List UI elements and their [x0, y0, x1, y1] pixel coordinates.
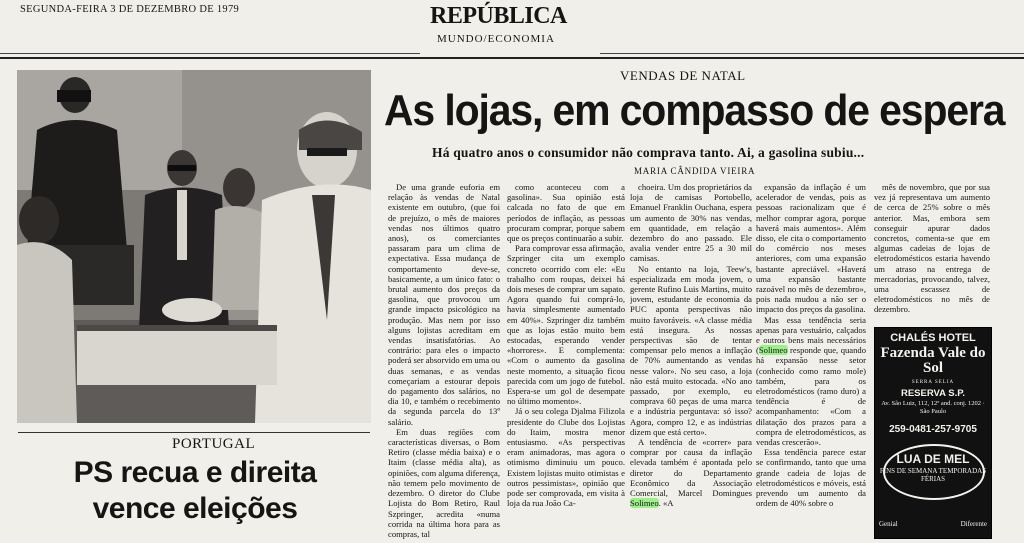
paragraph: A tendência de «correr» para comprar por causa da inflação elevada também é apontada pelo diretor do Departamento Econômico da Associação Comercial, Marcel Domingues Solimeo. «A [630, 437, 752, 509]
portugal-headline [20, 455, 370, 527]
header-rule-left [0, 53, 420, 54]
paragraph: choeira. Um dos proprietários da loja de camisas Portobello, Emanuel Franklin Ouchana, espera um aumento de 30% nas vendas, em quantidade, em relação a dezembro do ano passado. Ele avalia vender entre 25 a 30 mil camisas. [630, 182, 752, 264]
paragraph: Para comprovar essa afirmação, Szpringer cita um exemplo concreto ocorrido com ele: «Eu trabalho com roupas, deixei há dois meses de comprar um sapato. Agora quando fui comprá-lo, havia simplesmente aumentado em 40%». Szpringer diz também que as lojas estão muito bem estocadas, esperando vender «horrores». E complementa: «Com o aumento da gasolina neste momento, a situação ficou parecida com um jogo de futebol. Espera-se um gol de desempate no último momento». [507, 243, 625, 407]
ad-line-1: CHALÉS HOTEL [890, 332, 976, 344]
article-column-5 [874, 182, 990, 322]
newspaper-logo: REPÚBLICA [430, 3, 567, 29]
header-date: SEGUNDA-FEIRA 3 DE DEZEMBRO DE 1979 [20, 4, 240, 15]
ad-line-3: SERRA SELIA [911, 380, 955, 385]
article-subhead: Há quatro anos o consumidor não comprava tanto. Ai, a gasolina subiu... [432, 145, 865, 160]
paragraph: mês de novembro, que por sua vez já representava um aumento de cerca de 25% sobre o mês anterior. Mas, embora sem conseguir apurar dados concretos, comenta-se que em algumas cadeias de lojas de eletrodomésticos estaria havendo um atraso na entrega de mercadorias, provocando, talvez, uma escassez de eletrodomésticos no mês de dezembro. [874, 182, 990, 315]
header-rule-right [600, 53, 1024, 54]
hotel-advertisement [874, 327, 992, 539]
highlighted-name: Solimeo [758, 345, 788, 356]
paragraph: De uma grande euforia em relação às vendas de Natal existente em outubro, (que foi de prejuízo, o mês de maiores vendas nos últimos quatro anos), os comerciantes passaram para um clima de expectativa. Essa mudança de comportamento deve-se, basicamente, a um único fato: o brutal aumento dos preços da gasolina, que provocou um grande impacto psicológico na produção. Mas nem por isso alguns lojistas acreditam em vendas insatisfatórias. Ao contrário: para eles o impacto poderá ser absorvido em uma ou duas semanas, e as vendas começariam a estourar depois do pagamento dos salários, no dia 10, e também o recebimento da segunda parcela do 13º salário. [388, 182, 500, 427]
article-headline: As lojas, em compasso de espera [384, 86, 1005, 135]
ad-reserve: RESERVA S.P. [900, 388, 966, 399]
paragraph: Em duas regiões com características diversas, o Bom Retiro (classe média baixa) e o Itaim (classe média alta), as opiniões, com alguma diferença, não temem pelo movimento de dezembro. O diretor do Clube Lojista do Bom Retiro, Raul Szpringer, acredita «numa corrida na última hora para as compras, tal [388, 426, 500, 539]
article-kicker: VENDAS DE NATAL [620, 68, 746, 83]
portugal-headline-line1: PS recua e direita [73, 456, 317, 489]
article-column-4 [756, 182, 866, 542]
portugal-kicker: PORTUGAL [172, 436, 256, 452]
ad-oval-title: LUA DE MEL [896, 452, 970, 466]
article-column-3 [630, 182, 752, 542]
header-rule [0, 57, 1024, 59]
photo-illustration [17, 70, 371, 423]
ad-footer [879, 520, 987, 528]
article-byline: MARIA CÂNDIDA VIEIRA [634, 166, 756, 176]
ad-oval-text: FINS DE SEMANA TEMPORADAS FÉRIAS [879, 467, 987, 483]
ad-phone: 259-0481-257-9705 [889, 424, 977, 435]
article-column-1 [388, 182, 500, 542]
paragraph: Mas essa tendência seria apenas para vestuário, calçados e outros bens mais necessários (Solimeo responde que, quando há expansão nesse setor (conhecido como ramo mole) também, para os eletrodomésticos (ramo duro) a tendência é de acompanhamento: «Com a dilatação dos prazos para a compra de eletrodomésticos, as vendas crescerão». [756, 314, 866, 448]
ad-hotel-name: Fazenda Vale do Sol [880, 345, 986, 376]
paragraph: expansão da inflação é um acelerador de vendas, pois as pessoas racionalizam que é melhor comprar agora, porque haverá mais aumentos». Além disso, ele cita o comportamento do comércio nos meses anteriores, com uma expansão bastante apreciável. «Haverá uma expansão bastante razoável no mês de dezembro», pois nada mudou a não ser o impacto dos preços da gasolina. [756, 182, 866, 315]
portugal-rule [18, 432, 370, 433]
section-label: MUNDO/ECONOMIA [437, 33, 555, 45]
ad-footer-right: Diferente [960, 520, 987, 528]
news-photo [17, 70, 371, 423]
paragraph: No entanto na loja, Teew's, especializada em moda jovem, o gerente Rufino Luis Martins, muito jovem, estudante de economia da PUC aponta perspectivas não muito favoráveis. «A classe média está insegura. As nossas perspectivas são de tentar compensar pelo menos a inflação de 70% aumentando as vendas nesse valor». No seu caso, a loja não está muito estocada. «No ano passado, por exemplo, eu comprava 60 peças de uma marca e a indústria perguntava: só isso? Agora, compro 12, e as indústrias dizem que está certo». [630, 263, 752, 437]
paragraph: Já o seu colega Djalma Filizola presidente do Clube dos Lojistas do Itaim, mostra menor entusiasmo. «As perspectivas eram animadoras, mas agora o otimismo diminuiu um pouco. Existem lojistas muito otimistas e outros pessimistas», opinião que pode ser comprovada, em visita à loja da rua João Ca- [507, 406, 625, 509]
ad-address: Av. São Luiz, 112, 12º and. conj. 1202 · São Paulo [881, 400, 985, 415]
paragraph: como aconteceu com a gasolina». Sua opinião está calcada no fato de que em períodos de inflação, as pessoas procuram comprar, porque sabem que os preços continuarão a subir. [507, 182, 625, 244]
portugal-headline-line2: vence eleições [92, 492, 298, 525]
article-column-2 [507, 182, 625, 542]
highlighted-name: Solimeo [630, 498, 659, 509]
ad-footer-left: Genial [879, 520, 898, 528]
paragraph: Essa tendência parece estar se confirmando, tanto que uma grande cadeia de lojas de eletrodomésticos e móveis, está prevendo um aumento da ordem de 40% sobre o [756, 447, 866, 509]
